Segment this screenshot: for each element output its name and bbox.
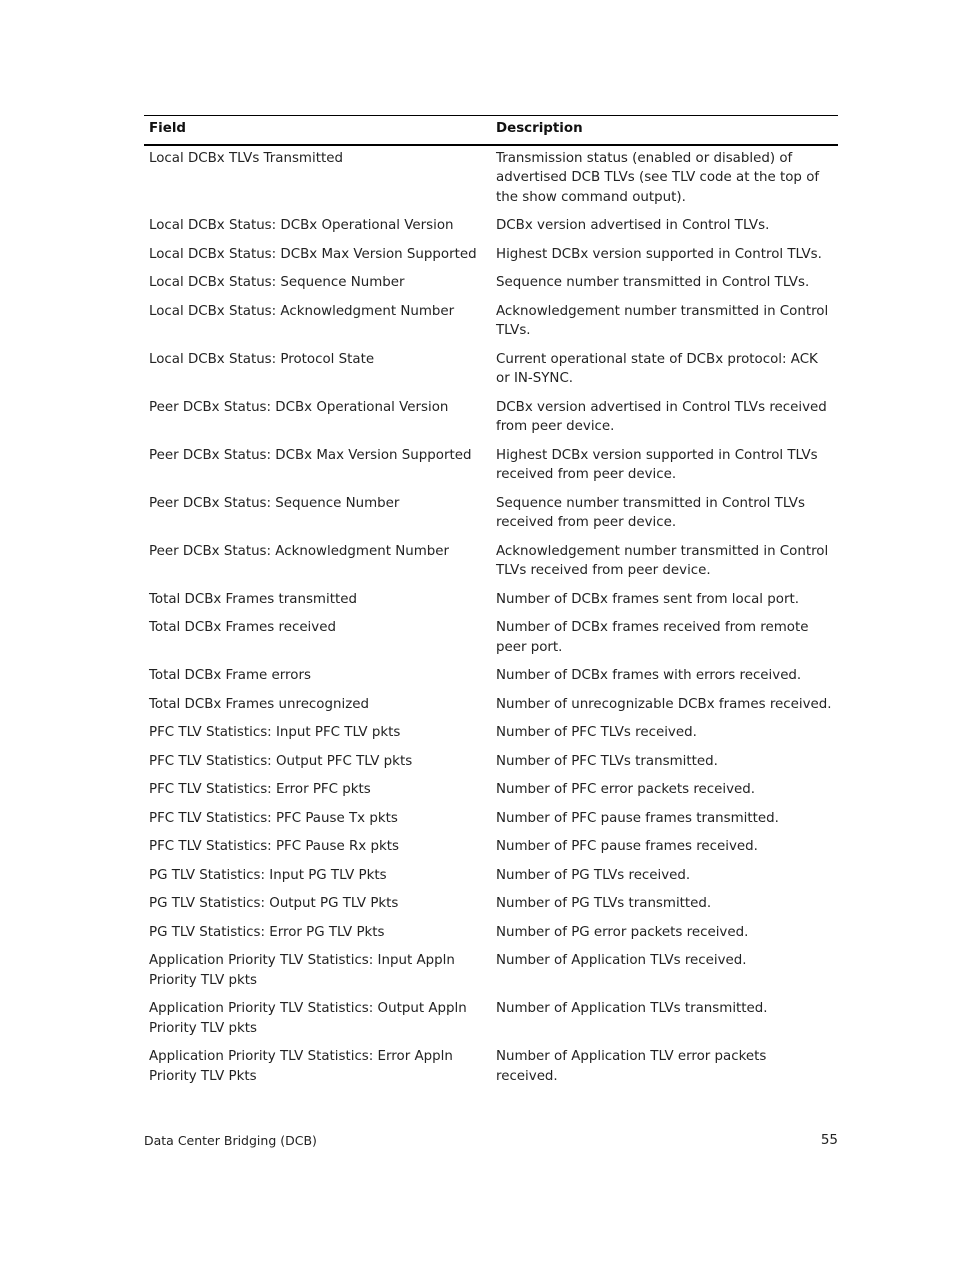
field-cell: Total DCBx Frame errors: [149, 668, 311, 683]
table-row: [144, 948, 838, 996]
description-cell: Number of PG TLVs transmitted.: [496, 896, 712, 911]
description-cell: Number of DCBx frames sent from local port.: [496, 591, 799, 607]
table-body: [144, 145, 838, 1093]
table-row: [144, 213, 838, 242]
field-cell: Peer DCBx Status: DCBx Operational Version: [149, 399, 449, 415]
table-row: [144, 692, 838, 721]
field-cell: PFC TLV Statistics: Input PFC TLV pkts: [149, 725, 401, 740]
description-cell: Transmission status (enabled or disabled) of advertised DCB TLVs (see TLV code at the top of the show command output).: [496, 150, 820, 205]
field-cell: PG TLV Statistics: Output PG TLV Pkts: [149, 896, 399, 911]
field-cell: Peer DCBx Status: DCBx Max Version Supported: [149, 447, 472, 463]
field-cell: Peer DCBx Status: Sequence Number: [149, 495, 400, 511]
description-cell: Acknowledgement number transmitted in Control TLVs.: [496, 303, 829, 338]
table-row: [144, 539, 838, 587]
footer-chapter-title: Data Center Bridging (DCB): [144, 1133, 317, 1148]
table-row: [144, 395, 838, 443]
table-row: [144, 299, 838, 347]
field-cell: Local DCBx Status: Sequence Number: [149, 275, 405, 290]
description-cell: Number of DCBx frames with errors received.: [496, 668, 802, 683]
table-row: [144, 443, 838, 491]
header-field: Field: [144, 116, 491, 145]
table-header-row: [144, 116, 838, 145]
table-row: [144, 720, 838, 749]
table-row: [144, 663, 838, 692]
field-cell: Application Priority TLV Statistics: Input Appln Priority TLV pkts: [149, 953, 455, 988]
description-cell: Number of PFC TLVs transmitted.: [496, 753, 718, 769]
field-cell: Local DCBx Status: Acknowledgment Number: [149, 303, 455, 319]
description-cell: Number of Application TLVs received.: [496, 953, 747, 968]
field-cell: Total DCBx Frames transmitted: [149, 591, 357, 607]
table-row: [144, 491, 838, 539]
description-cell: DCBx version advertised in Control TLVs.: [496, 218, 770, 233]
description-cell: Current operational state of DCBx protocol: ACK or IN-SYNC.: [496, 351, 818, 386]
description-cell: Highest DCBx version supported in Control TLVs received from peer device.: [496, 447, 818, 482]
table-row: [144, 996, 838, 1044]
description-cell: Number of Application TLV error packets received.: [496, 1049, 767, 1084]
description-cell: Sequence number transmitted in Control TLVs received from peer device.: [496, 495, 805, 530]
field-cell: PFC TLV Statistics: Output PFC TLV pkts: [149, 753, 413, 769]
field-cell: PG TLV Statistics: Input PG TLV Pkts: [149, 867, 387, 883]
header-description: Description: [491, 116, 838, 145]
field-cell: PFC TLV Statistics: PFC Pause Tx pkts: [149, 810, 398, 826]
description-cell: Number of PG error packets received.: [496, 924, 749, 940]
table-row: [144, 891, 838, 920]
table-row: [144, 587, 838, 616]
table-row: [144, 863, 838, 892]
table-row: [144, 615, 838, 663]
field-cell: Application Priority TLV Statistics: Error Appln Priority TLV Pkts: [149, 1049, 453, 1084]
field-cell: Total DCBx Frames unrecognized: [149, 696, 369, 712]
field-description-table: [144, 115, 838, 1092]
field-cell: Local DCBx TLVs Transmitted: [149, 150, 343, 166]
field-cell: Peer DCBx Status: Acknowledgment Number: [149, 543, 450, 559]
table-row: [144, 145, 838, 214]
field-cell: PFC TLV Statistics: Error PFC pkts: [149, 782, 371, 797]
field-cell: PG TLV Statistics: Error PG TLV Pkts: [149, 924, 385, 940]
description-cell: Acknowledgement number transmitted in Control TLVs received from peer device.: [496, 543, 829, 578]
table-row: [144, 777, 838, 806]
field-cell: Local DCBx Status: DCBx Max Version Supported: [149, 246, 477, 262]
field-cell: Total DCBx Frames received: [149, 620, 336, 635]
table-row: [144, 834, 838, 863]
field-cell: Application Priority TLV Statistics: Output Appln Priority TLV pkts: [149, 1001, 467, 1036]
description-cell: Number of PG TLVs received.: [496, 867, 691, 883]
description-cell: DCBx version advertised in Control TLVs received from peer device.: [496, 399, 827, 434]
field-cell: PFC TLV Statistics: PFC Pause Rx pkts: [149, 839, 399, 854]
description-cell: Number of PFC TLVs received.: [496, 725, 697, 740]
description-cell: Highest DCBx version supported in Control TLVs.: [496, 246, 822, 262]
field-cell: Local DCBx Status: DCBx Operational Version: [149, 218, 454, 233]
description-cell: Sequence number transmitted in Control TLVs.: [496, 275, 810, 290]
table-row: [144, 1044, 838, 1092]
field-cell: Local DCBx Status: Protocol State: [149, 351, 375, 367]
description-cell: Number of Application TLVs transmitted.: [496, 1001, 768, 1016]
table-row: [144, 806, 838, 835]
table-header: [144, 116, 838, 145]
table-row: [144, 347, 838, 395]
description-cell: Number of PFC pause frames transmitted.: [496, 810, 779, 826]
table-row: [144, 270, 838, 299]
description-cell: Number of unrecognizable DCBx frames received.: [496, 696, 832, 712]
table-row: [144, 242, 838, 271]
footer-page-number: 55: [820, 1132, 838, 1148]
description-cell: Number of PFC pause frames received.: [496, 839, 758, 854]
description-cell: Number of DCBx frames received from remote peer port.: [496, 620, 809, 655]
description-cell: Number of PFC error packets received.: [496, 782, 756, 797]
table-row: [144, 749, 838, 778]
table-row: [144, 920, 838, 949]
